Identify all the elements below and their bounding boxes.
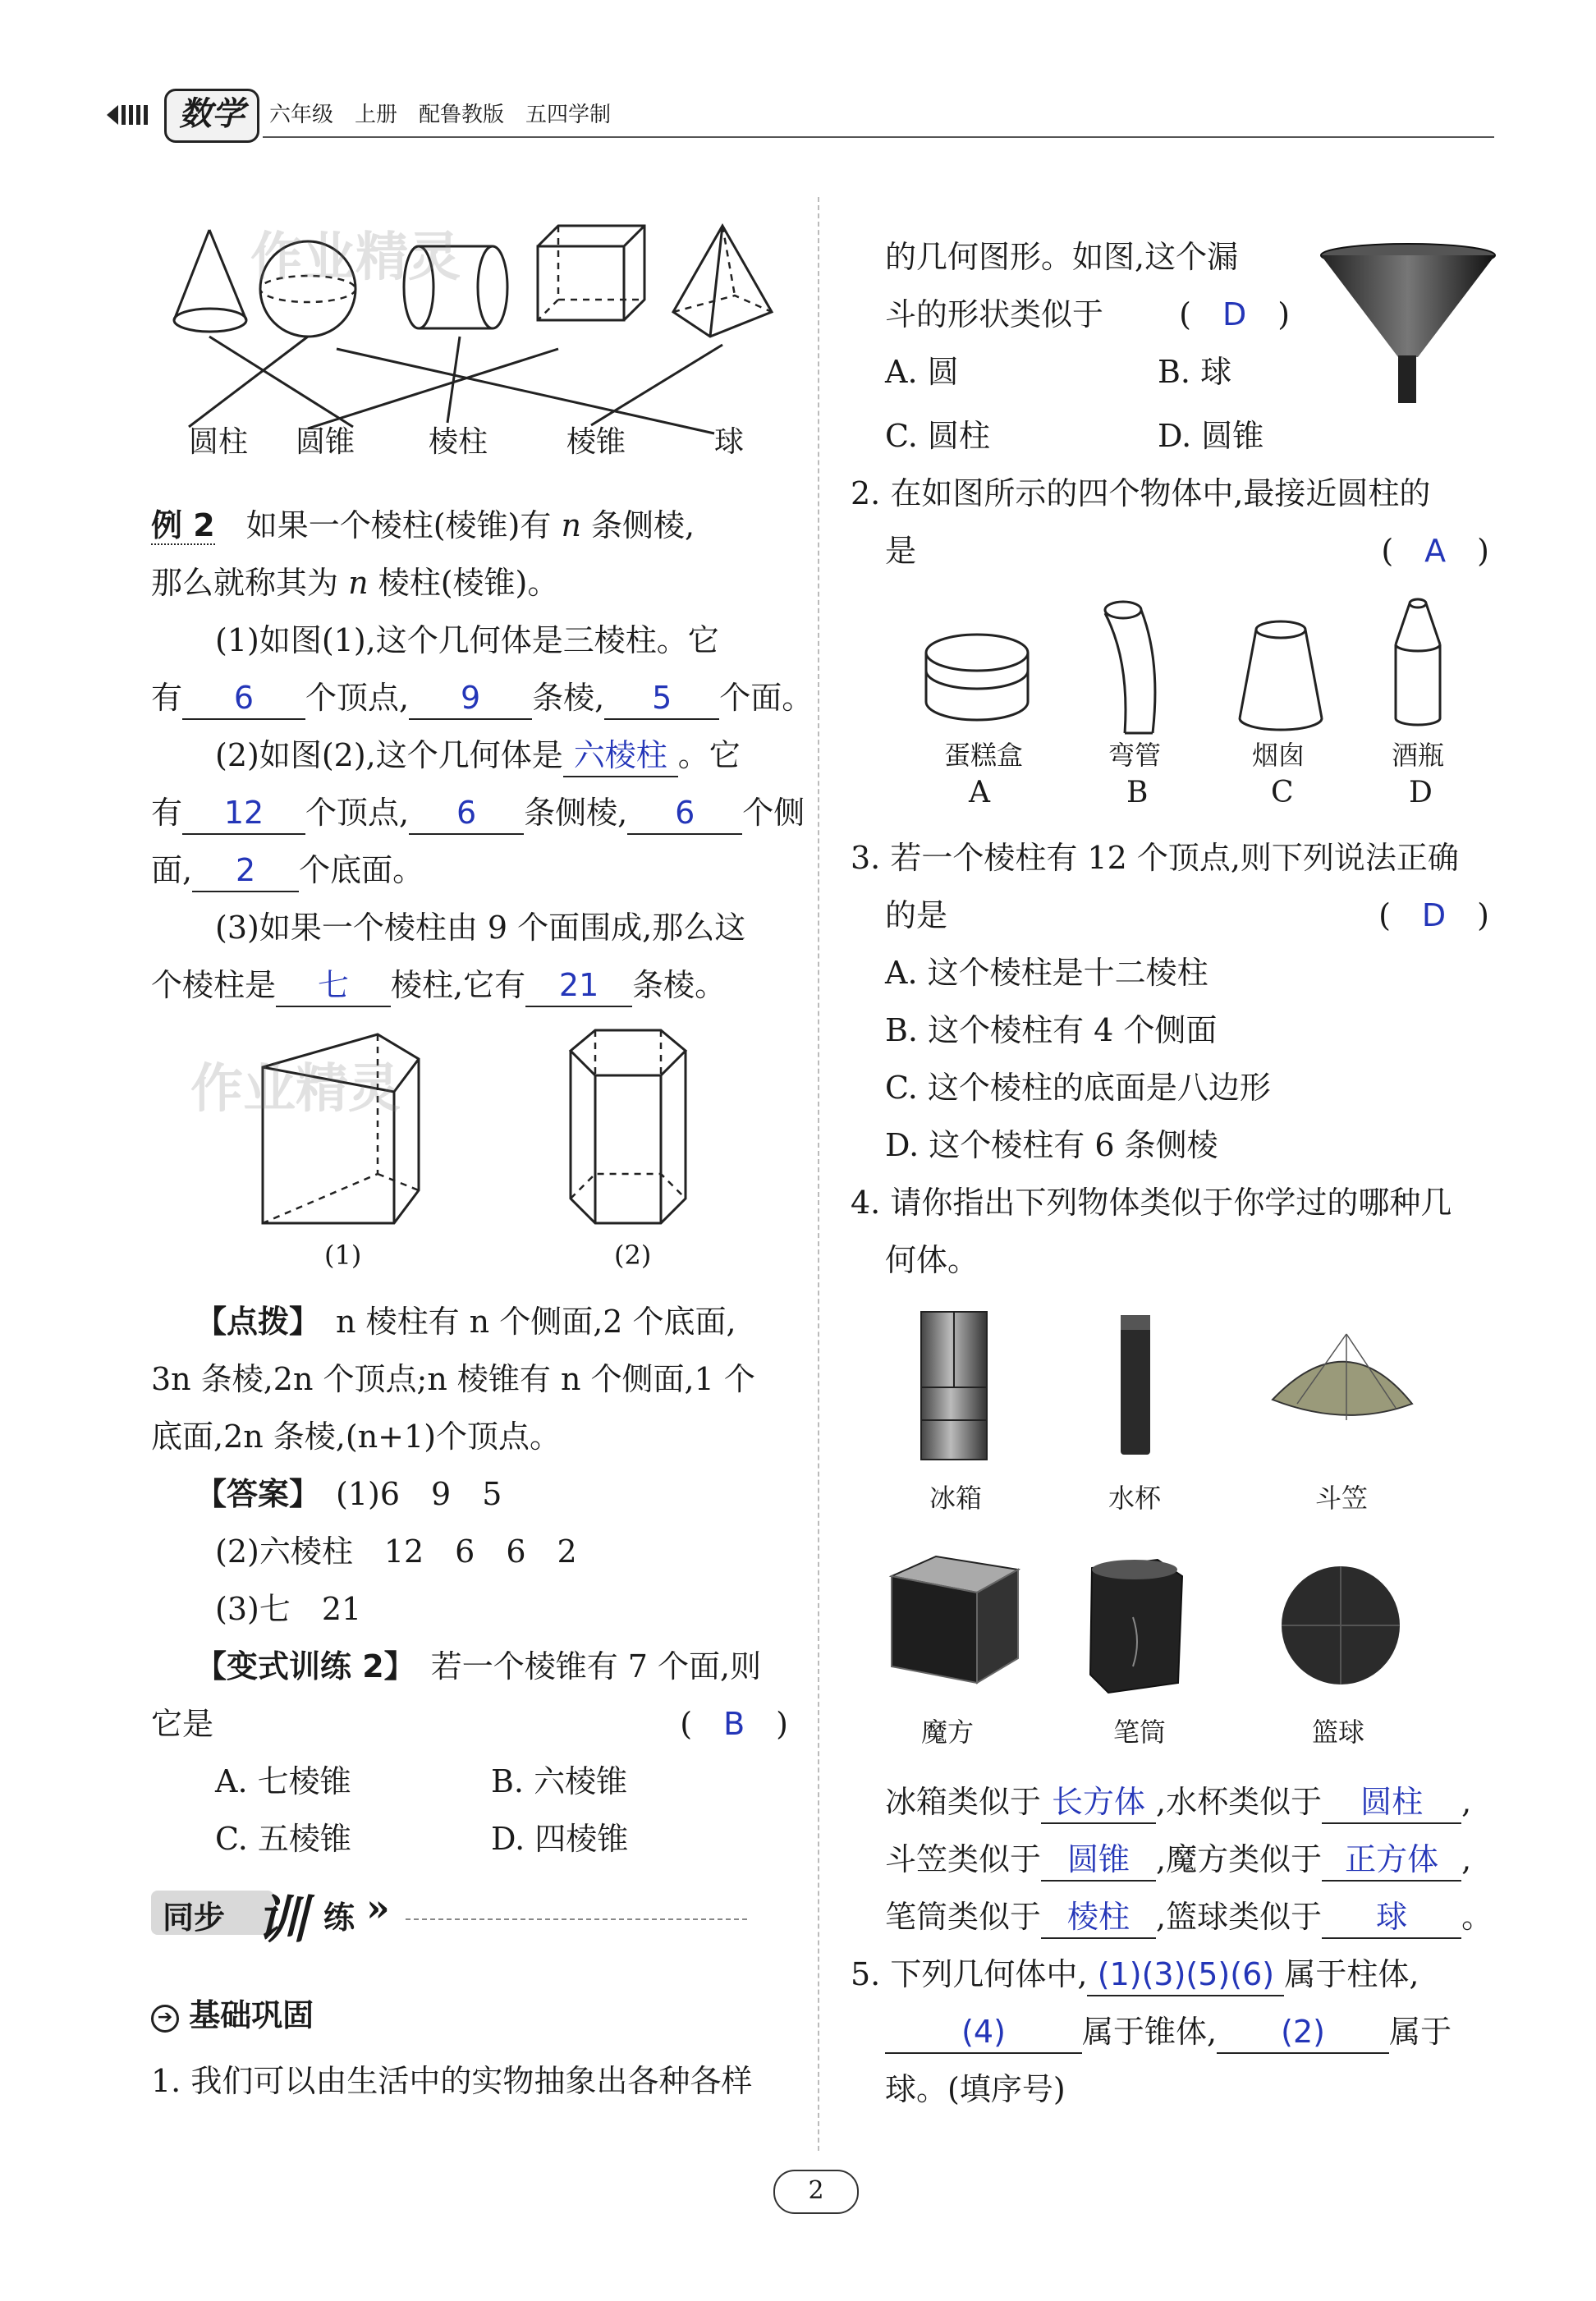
answer-blank: 12 — [182, 792, 305, 835]
pen-holder-image — [1090, 1560, 1182, 1693]
q4-line2: 何体。 — [885, 1242, 979, 1278]
q2-item-letter: A — [969, 776, 990, 809]
choice-answer: D — [1222, 296, 1247, 332]
example2-text: 棱柱(棱锥)。 — [378, 565, 559, 601]
example2-p1-line2 — [151, 669, 813, 727]
text: , — [1461, 1841, 1472, 1877]
answer-blank: (1)(3)(5)(6) — [1087, 1954, 1284, 1996]
example2-text: 如果一个棱柱(棱锥)有 — [245, 507, 552, 543]
section-title-a: 同步 — [163, 1900, 226, 1936]
variant2-title: 【变式训练 2】 — [195, 1648, 400, 1684]
basketball-image — [1282, 1566, 1400, 1684]
example2-label: 例 2 — [151, 507, 215, 543]
answer-blank: 圆柱 — [1322, 1781, 1461, 1824]
bent-pipe-shape — [1105, 602, 1155, 733]
match-label: 圆锥 — [296, 425, 355, 459]
choice-answer: A — [1424, 533, 1447, 569]
text: 个顶点, — [305, 680, 410, 716]
q3-option: B. 这个棱柱有 4 个侧面 — [885, 1012, 1218, 1048]
cake-box-shape — [926, 635, 1028, 720]
text: 有 — [151, 680, 183, 716]
q2-objects-figure — [920, 595, 1478, 735]
example2-p2-line1 — [215, 727, 741, 784]
cup-image — [1121, 1315, 1150, 1455]
section-title-c: 练 — [323, 1900, 355, 1936]
header — [107, 89, 1494, 141]
q3-option: A. 这个棱柱是十二棱柱 — [885, 955, 1208, 991]
match-label: 圆柱 — [189, 425, 249, 459]
answer-blank: 棱柱 — [1041, 1896, 1156, 1939]
text: 5. 下列几何体中, — [851, 1956, 1088, 1992]
text: 若一个棱锥有 7 个面,则 — [430, 1648, 762, 1684]
example2-p2-line2 — [151, 784, 805, 841]
q2-line2 — [885, 522, 1489, 580]
q2-item-name: 弯管 — [1108, 740, 1162, 771]
figure1-caption: (1) — [324, 1240, 362, 1271]
answer-blank: (4) — [885, 2011, 1082, 2054]
q1-option: A. 圆 — [885, 354, 959, 390]
text: 属于锥体, — [1082, 2014, 1218, 2050]
text: , — [1461, 1784, 1472, 1820]
variant2-line1 — [195, 1638, 761, 1695]
text: 条侧棱, — [524, 795, 628, 831]
text: 冰箱类似于 — [885, 1784, 1042, 1820]
q2-item-letter: D — [1409, 776, 1433, 809]
answer-blank: 5 — [604, 677, 719, 720]
bamboo-hat-image — [1273, 1334, 1412, 1420]
text: 。它 — [677, 737, 741, 773]
section-sub-text: 基础巩固 — [189, 1997, 314, 2033]
q4-item-name: 魔方 — [921, 1717, 975, 1748]
q4-item-name: 水杯 — [1108, 1483, 1162, 1514]
text: 是 — [885, 533, 917, 569]
q2-line1: 2. 在如图所示的四个物体中,最接近圆柱的 — [851, 475, 1431, 511]
q4-item-name: 篮球 — [1312, 1717, 1365, 1748]
match-label: 球 — [714, 425, 745, 459]
pyramid-shape — [673, 226, 772, 337]
text: 斗笠类似于 — [885, 1841, 1042, 1877]
answer-paren: ( B ) — [680, 1706, 788, 1742]
answer-blank: 6 — [627, 792, 742, 835]
answer-line3: (3)七 21 — [215, 1591, 362, 1627]
section-rule — [406, 1918, 747, 1920]
q4-objects-row2 — [887, 1552, 1478, 1707]
text: 个面。 — [719, 680, 814, 716]
circle-arrow-icon: ➔ — [151, 2005, 179, 2033]
q2-item-letter: B — [1126, 776, 1149, 809]
rubiks-cube-image — [892, 1556, 1018, 1683]
answer-blank: 9 — [409, 677, 532, 720]
bottle-shape — [1396, 599, 1440, 725]
q1-option: C. 圆柱 — [885, 418, 990, 454]
variant2-option: B. 六棱锥 — [491, 1763, 628, 1799]
text: 它是 — [151, 1706, 214, 1742]
q5-line2 — [885, 2003, 1452, 2060]
q3-line2 — [885, 887, 1489, 944]
header-arrows-icon — [107, 99, 164, 131]
answer-blank: (2) — [1217, 2011, 1389, 2054]
q4-item-name: 斗笠 — [1315, 1483, 1369, 1514]
example2-p1-line1: (1)如图(1),这个几何体是三棱柱。它 — [215, 622, 719, 658]
q5-line3: 球。(填序号) — [885, 2071, 1066, 2107]
subject-badge: 数学 — [164, 89, 259, 143]
cone-shape — [174, 230, 246, 332]
answer-line2: (2)六棱柱 12 6 6 2 — [215, 1533, 577, 1570]
text: 的是 — [885, 897, 948, 933]
watermark-1: 作业精灵 — [250, 227, 461, 288]
q4-objects-row1 — [887, 1305, 1478, 1469]
q2-captions — [920, 735, 1478, 825]
var-n: n — [348, 565, 369, 601]
tip-line3: 底面,2n 条棱,(n+1)个顶点。 — [151, 1419, 562, 1455]
hexagonal-prism-figure — [562, 1026, 710, 1231]
q1-option: D. 圆锥 — [1158, 418, 1264, 454]
q2-item-name: 酒瓶 — [1392, 740, 1445, 771]
text: 面, — [151, 852, 193, 888]
tip-title: 【点拨】 — [195, 1304, 305, 1340]
variant2-option: D. 四棱锥 — [491, 1821, 629, 1857]
q2-item-letter: C — [1271, 776, 1294, 809]
choice-answer: D — [1421, 897, 1447, 933]
example2-line1 — [151, 497, 695, 554]
q3-line1: 3. 若一个棱柱有 12 个顶点,则下列说法正确 — [851, 840, 1459, 876]
text: 笔筒类似于 — [885, 1899, 1042, 1935]
section-title-b: 训 — [256, 1890, 308, 1950]
example2-p3-line1: (3)如果一个棱柱由 9 个面围成,那么这 — [215, 910, 746, 946]
text: 。 — [1461, 1899, 1493, 1935]
variant2-line2 — [151, 1695, 788, 1753]
text: 属于柱体, — [1284, 1956, 1419, 1992]
example2-line2 — [151, 554, 558, 612]
text: ,魔方类似于 — [1156, 1841, 1323, 1877]
tip-line1 — [195, 1293, 736, 1350]
q2-item-name: 烟囱 — [1252, 740, 1305, 771]
q4-fill-line2 — [885, 1831, 1471, 1888]
q3-option: D. 这个棱柱有 6 条侧棱 — [885, 1127, 1218, 1163]
answer-blank: 球 — [1322, 1896, 1461, 1939]
text: ,水杯类似于 — [1156, 1784, 1323, 1820]
text: 条棱。 — [632, 967, 727, 1003]
q4-fill-line1 — [885, 1773, 1471, 1831]
answer-blank: 正方体 — [1322, 1839, 1461, 1882]
funnel-image — [1318, 242, 1498, 406]
answer-paren: ( A ) — [1381, 533, 1489, 569]
section-arrows-icon: » — [366, 1886, 390, 1930]
q4-item-name: 冰箱 — [929, 1483, 983, 1514]
match-label: 棱柱 — [429, 425, 488, 459]
q3-option: C. 这个棱柱的底面是八边形 — [885, 1070, 1271, 1106]
q5-line1 — [851, 1946, 1419, 2003]
variant2-option: C. 五棱锥 — [215, 1821, 351, 1857]
text: 属于 — [1389, 2014, 1452, 2050]
answer-blank: 六棱柱 — [563, 735, 678, 777]
variant2-option: A. 七棱锥 — [215, 1763, 351, 1799]
text: n 棱柱有 n 个侧面,2 个底面, — [336, 1304, 736, 1340]
answer-blank: 21 — [525, 965, 632, 1007]
example2-text: 那么就称其为 — [151, 565, 339, 601]
q1-line1: 1. 我们可以由生活中的实物抽象出各种各样 — [151, 2063, 753, 2099]
answer-paren: ( D ) — [1179, 296, 1291, 332]
section-sub — [151, 1987, 314, 2044]
q2-item-name: 蛋糕盒 — [944, 740, 1024, 771]
prism-shape — [538, 226, 644, 320]
text: 有 — [151, 795, 183, 831]
answer-blank: 长方体 — [1041, 1781, 1156, 1824]
answer-blank: 6 — [409, 792, 524, 835]
match-labels — [164, 419, 788, 468]
q4-item-name: 笔筒 — [1113, 1717, 1167, 1748]
q4-captions-row1 — [887, 1478, 1478, 1519]
q1-option: B. 球 — [1158, 354, 1232, 390]
q1-line3 — [885, 286, 1290, 343]
text: (2)如图(2),这个几何体是 — [215, 737, 563, 773]
example2-p3-line2 — [151, 956, 726, 1014]
answer-line1 — [195, 1465, 502, 1523]
text: (1)6 9 5 — [336, 1476, 502, 1512]
text: 个棱柱是 — [151, 967, 277, 1003]
match-label: 棱锥 — [566, 425, 626, 459]
chimney-shape — [1240, 621, 1322, 730]
q1-line2: 的几何图形。如图,这个漏 — [885, 239, 1239, 275]
section-header — [151, 1884, 747, 1950]
text: ,篮球类似于 — [1156, 1899, 1323, 1935]
answer-blank: 6 — [182, 677, 305, 720]
answer-blank: 圆锥 — [1041, 1839, 1156, 1882]
q4-captions-row2 — [887, 1712, 1478, 1753]
column-divider — [818, 197, 819, 2151]
example2-text: 条侧棱, — [591, 507, 695, 543]
page-number: 2 — [773, 2170, 859, 2214]
figure2-caption: (2) — [614, 1240, 652, 1271]
text: 个顶点, — [305, 795, 410, 831]
text: 个底面。 — [299, 852, 424, 888]
choice-answer: B — [723, 1706, 745, 1742]
tip-line2: 3n 条棱,2n 个顶点;n 棱锥有 n 个侧面,1 个 — [151, 1361, 755, 1397]
answer-blank: 七 — [276, 965, 391, 1007]
fridge-image — [921, 1312, 987, 1460]
text: 斗的形状类似于 — [885, 296, 1104, 332]
watermark-2: 作业精灵 — [190, 1059, 401, 1120]
q4-fill-line3 — [885, 1888, 1493, 1946]
answer-blank: 2 — [192, 850, 299, 892]
q4-line1: 4. 请你指出下列物体类似于你学过的哪种几 — [851, 1185, 1452, 1221]
text: 条棱, — [532, 680, 605, 716]
example2-p2-line3 — [151, 841, 424, 899]
text: 个侧 — [742, 795, 805, 831]
text: 棱柱,它有 — [391, 967, 526, 1003]
header-rule — [263, 136, 1494, 138]
header-info: 六年级 上册 配鲁教版 五四学制 — [269, 103, 612, 127]
var-n: n — [561, 507, 581, 543]
answer-paren: ( D ) — [1378, 897, 1489, 933]
answer-title: 【答案】 — [195, 1476, 305, 1512]
